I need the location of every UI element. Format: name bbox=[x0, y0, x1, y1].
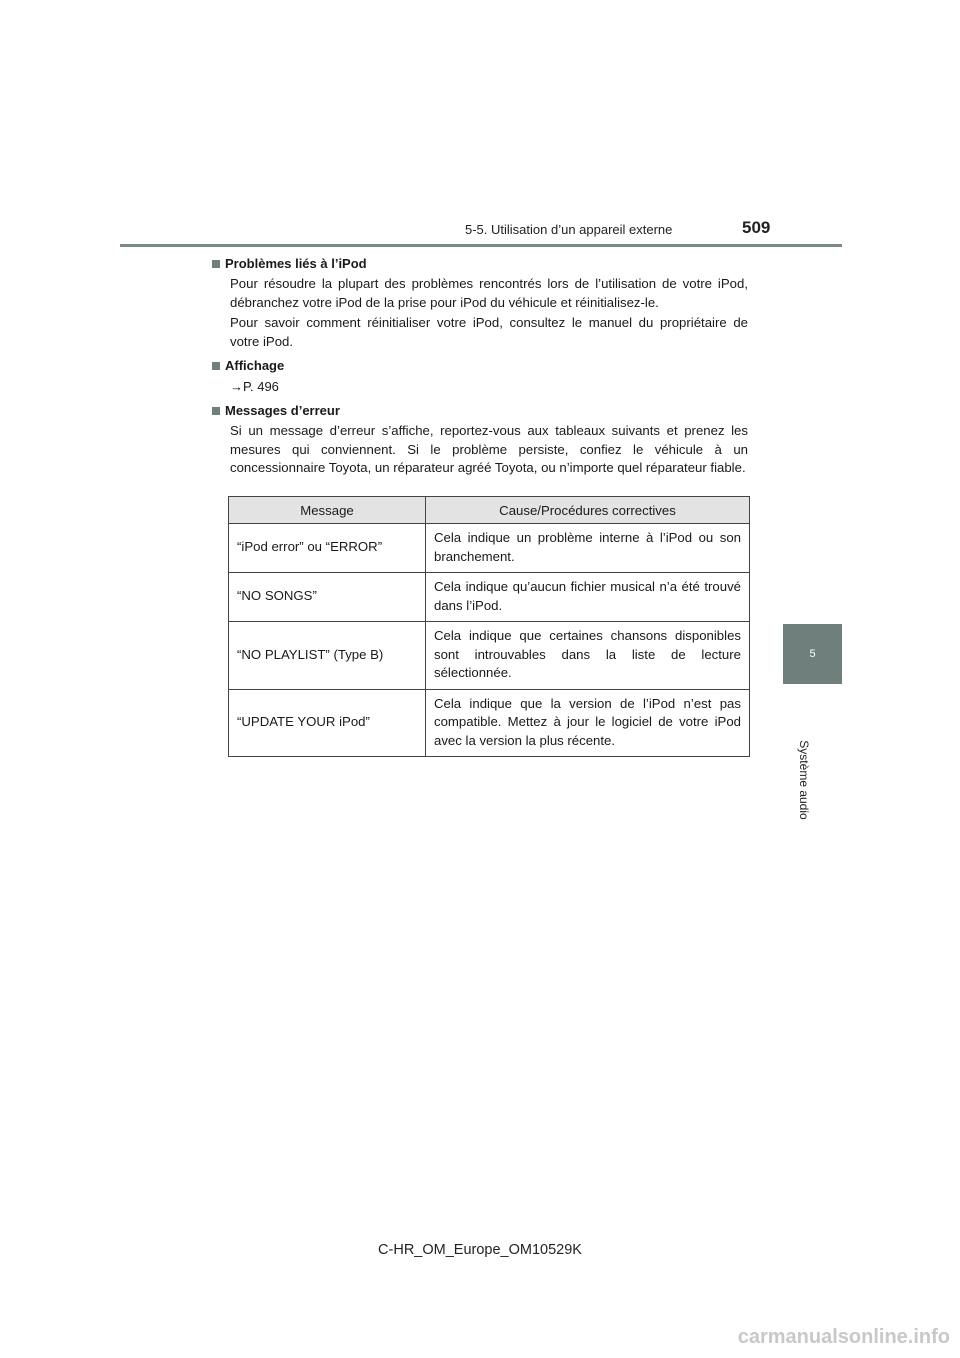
block-title: Messages d’erreur bbox=[225, 403, 340, 418]
block-title: Affichage bbox=[225, 358, 285, 373]
error-messages-table bbox=[228, 496, 750, 757]
message-cell: “iPod error” ou “ERROR” bbox=[229, 524, 426, 573]
paragraph: Pour résoudre la plupart des problèmes rencontrés lors de l’utilisation de votre iPod, débranchez votre iPod de la prise pour iPod du véhicule et réinitialisez-le. bbox=[230, 276, 748, 310]
message-cell: “UPDATE YOUR iPod” bbox=[229, 689, 426, 757]
square-bullet-icon bbox=[212, 407, 220, 415]
cause-cell: Cela indique que la version de l’iPod n’est pas compatible. Mettez à jour le logiciel de votre iPod avec la version la plus récente. bbox=[426, 689, 750, 757]
section-ipod-problems bbox=[212, 255, 748, 351]
table-row bbox=[229, 622, 750, 690]
chapter-tab[interactable] bbox=[783, 624, 842, 684]
paragraph: Pour savoir comment réinitialiser votre iPod, consultez le manuel du propriétaire de votre iPod. bbox=[230, 315, 748, 349]
chapter-label: Système audio bbox=[797, 740, 811, 820]
message-cell: “NO SONGS” bbox=[229, 573, 426, 622]
block-title: Problèmes liés à l’iPod bbox=[225, 256, 367, 271]
content-body bbox=[212, 255, 748, 478]
column-header: Message bbox=[229, 497, 426, 524]
table-row bbox=[229, 689, 750, 757]
page-number: 509 bbox=[742, 218, 771, 237]
page-reference-link[interactable]: →P. 496 bbox=[230, 379, 279, 394]
paragraph: Si un message d’erreur s’affiche, reportez-vous aux tableaux suivants et prenez les mesures qui conviennent. Si le problème persiste, confiez le véhicule à un concessionnaire Toyota, un réparateur agréé Toyota, ou n’importe quel réparateur fiable. bbox=[230, 423, 748, 475]
section-display bbox=[212, 357, 748, 396]
cause-cell: Cela indique un problème interne à l’iPod ou son branchement. bbox=[426, 524, 750, 573]
header-divider bbox=[120, 244, 842, 247]
square-bullet-icon bbox=[212, 260, 220, 268]
table-row bbox=[229, 573, 750, 622]
cause-cell: Cela indique qu’aucun fichier musical n’a été trouvé dans l’iPod. bbox=[426, 573, 750, 622]
watermark: carmanualsonline.info bbox=[737, 1326, 950, 1348]
column-header: Cause/Procédures correctives bbox=[426, 497, 750, 524]
table-row bbox=[229, 524, 750, 573]
section-title: 5-5. Utilisation d’un appareil externe bbox=[465, 222, 673, 237]
chapter-number: 5 bbox=[809, 648, 816, 660]
square-bullet-icon bbox=[212, 362, 220, 370]
table-header-row bbox=[229, 497, 750, 524]
message-cell: “NO PLAYLIST” (Type B) bbox=[229, 622, 426, 690]
document-id: C-HR_OM_Europe_OM10529K bbox=[378, 1242, 582, 1258]
section-error-messages bbox=[212, 402, 748, 478]
cause-cell: Cela indique que certaines chansons disponibles sont introuvables dans la liste de lecture sélectionnée. bbox=[426, 622, 750, 690]
